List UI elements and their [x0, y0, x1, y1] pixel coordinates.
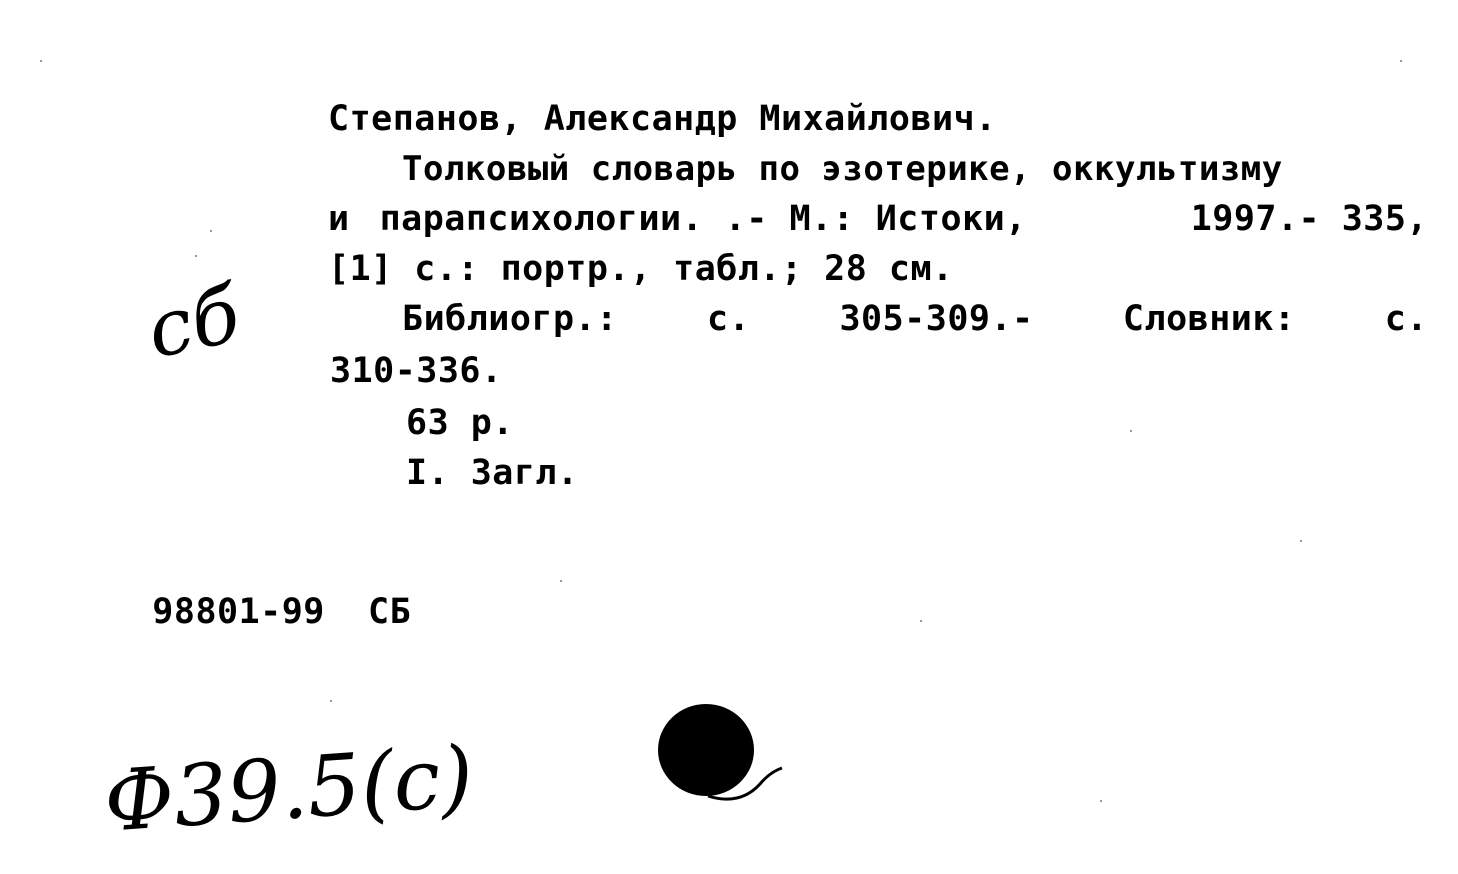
handwritten-classification: Ф39.5(с)	[101, 727, 477, 851]
bibliography-pages: 305-309.-	[839, 299, 1034, 339]
title-entry-line: I. Загл.	[406, 453, 579, 493]
price-line: 63 р.	[406, 403, 514, 443]
title-line-2	[328, 199, 1428, 239]
accession-line	[66, 560, 411, 665]
scan-speck	[1400, 60, 1402, 62]
accession-code: СБ	[368, 592, 412, 632]
scan-speck	[195, 255, 197, 257]
glossary-label: Словник:	[1122, 299, 1296, 339]
title-line-2-conjunction: и	[328, 199, 350, 239]
accession-number: 98801-99	[152, 592, 325, 632]
title-line-1: Толковый словарь по эзотерике, оккультизму	[402, 149, 1283, 189]
scan-speck	[1130, 430, 1132, 432]
punch-hole-tail-icon	[700, 750, 790, 810]
bibliography-pages-prefix: с.	[707, 299, 751, 339]
glossary-pages-prefix: с.	[1384, 299, 1428, 339]
title-line-2-year-pages: 1997.- 335,	[1190, 199, 1428, 239]
title-line-3: [1] с.: портр., табл.; 28 см.	[328, 249, 954, 289]
scan-speck	[1100, 800, 1102, 802]
title-line-2-main: парапсихологии. .- М.: Истоки,	[379, 199, 1027, 239]
scan-speck	[330, 700, 332, 702]
scan-speck	[210, 230, 212, 232]
author-line: Степанов, Александр Михайлович.	[328, 99, 997, 139]
handwritten-margin-note: сб	[139, 269, 248, 377]
bibliography-label: Библиогр.:	[402, 299, 618, 339]
scan-speck	[40, 60, 42, 62]
scan-speck	[560, 580, 562, 582]
bibliography-line	[402, 299, 1428, 339]
scan-speck	[920, 620, 922, 622]
glossary-pages: 310-336.	[330, 351, 503, 391]
scan-speck	[1300, 540, 1302, 542]
